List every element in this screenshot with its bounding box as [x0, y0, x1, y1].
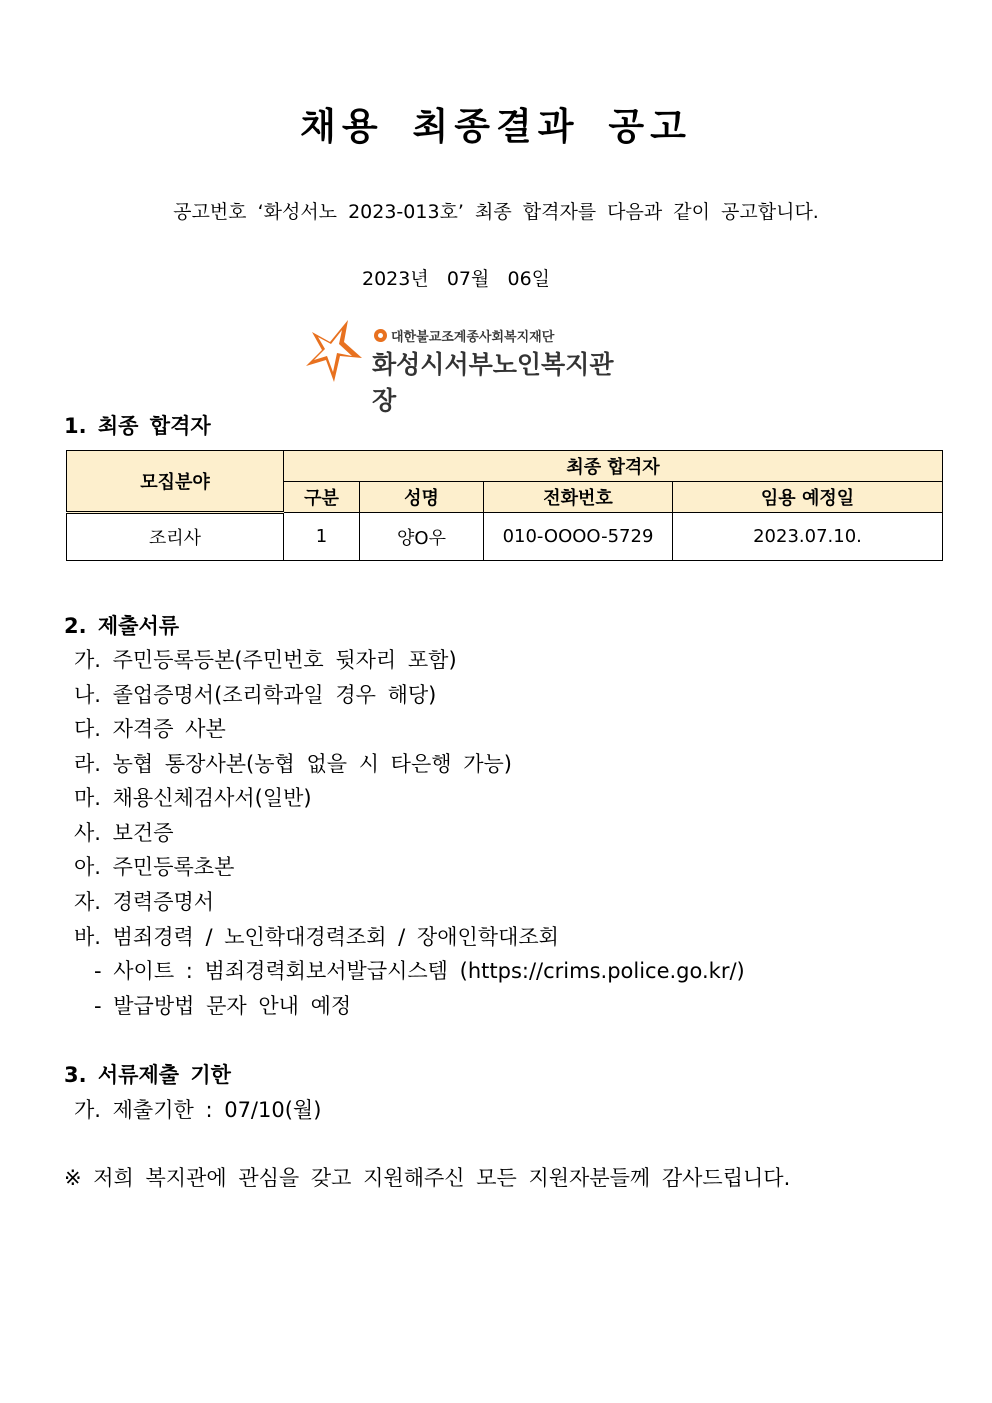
- section3-heading: 3. 서류제출 기한: [64, 1063, 231, 1087]
- table-row: [67, 513, 943, 561]
- cell-name: 양O우: [360, 513, 484, 561]
- list-item: 가. 주민등록등본(주민번호 뒷자리 포함): [74, 648, 457, 672]
- list-item: 아. 주민등록초본: [74, 855, 235, 879]
- cell-no: 1: [284, 513, 360, 561]
- list-item: 마. 채용신체검사서(일반): [74, 786, 312, 810]
- section2-heading: 2. 제출서류: [64, 614, 180, 638]
- list-item: 가. 제출기한 : 07/10(월): [74, 1098, 322, 1122]
- list-item: 바. 범죄경력 / 노인학대경력조회 / 장애인학대조회: [74, 925, 559, 949]
- col-group-header: 최종 합격자: [284, 451, 943, 482]
- col-date-header: 임용 예정일: [673, 482, 943, 513]
- sub-item-site: - 사이트 : 범죄경력회보서발급시스템 (https://crims.police.go.kr/): [94, 959, 745, 983]
- list-item: 나. 졸업증명서(조리학과일 경우 해당): [74, 683, 437, 707]
- col-phone-header: 전화번호: [484, 482, 673, 513]
- col-field-header: 모집분야: [67, 451, 284, 513]
- section1-heading: 1. 최종 합격자: [64, 414, 211, 438]
- cell-phone: 010-OOOO-5729: [484, 513, 673, 561]
- foundation-emblem-icon: [374, 329, 387, 342]
- col-no-header: 구분: [284, 482, 360, 513]
- col-name-header: 성명: [360, 482, 484, 513]
- list-item: 라. 농협 통장사본(농협 없을 시 타은행 가능): [74, 752, 512, 776]
- intro-text: 공고번호 ‘화성서노 2023-013호’ 최종 합격자를 다음과 같이 공고합니다.: [173, 201, 819, 223]
- logo-name: 화성시서부노인복지관장: [372, 350, 614, 415]
- logo-org-text: 대한불교조계종사회복지재단: [391, 330, 555, 345]
- closing-text: ※ 저희 복지관에 관심을 갖고 지원해주신 모든 지원자분들께 감사드립니다.: [64, 1166, 791, 1190]
- cell-field: 조리사: [67, 513, 284, 561]
- cell-date: 2023.07.10.: [673, 513, 943, 561]
- announcement-date: 2023년 07월 06일: [362, 268, 551, 290]
- organization-logo: [304, 318, 634, 415]
- star-logo-icon: [304, 318, 366, 384]
- list-item: 사. 보건증: [74, 821, 174, 845]
- page-title: 채용 최종결과 공고: [300, 105, 692, 148]
- sub-item-method: - 발급방법 문자 안내 예정: [94, 994, 352, 1018]
- result-table: [66, 450, 943, 561]
- list-item: 자. 경력증명서: [74, 890, 215, 914]
- list-item: 다. 자격증 사본: [74, 717, 226, 741]
- logo-org-line: [374, 326, 554, 345]
